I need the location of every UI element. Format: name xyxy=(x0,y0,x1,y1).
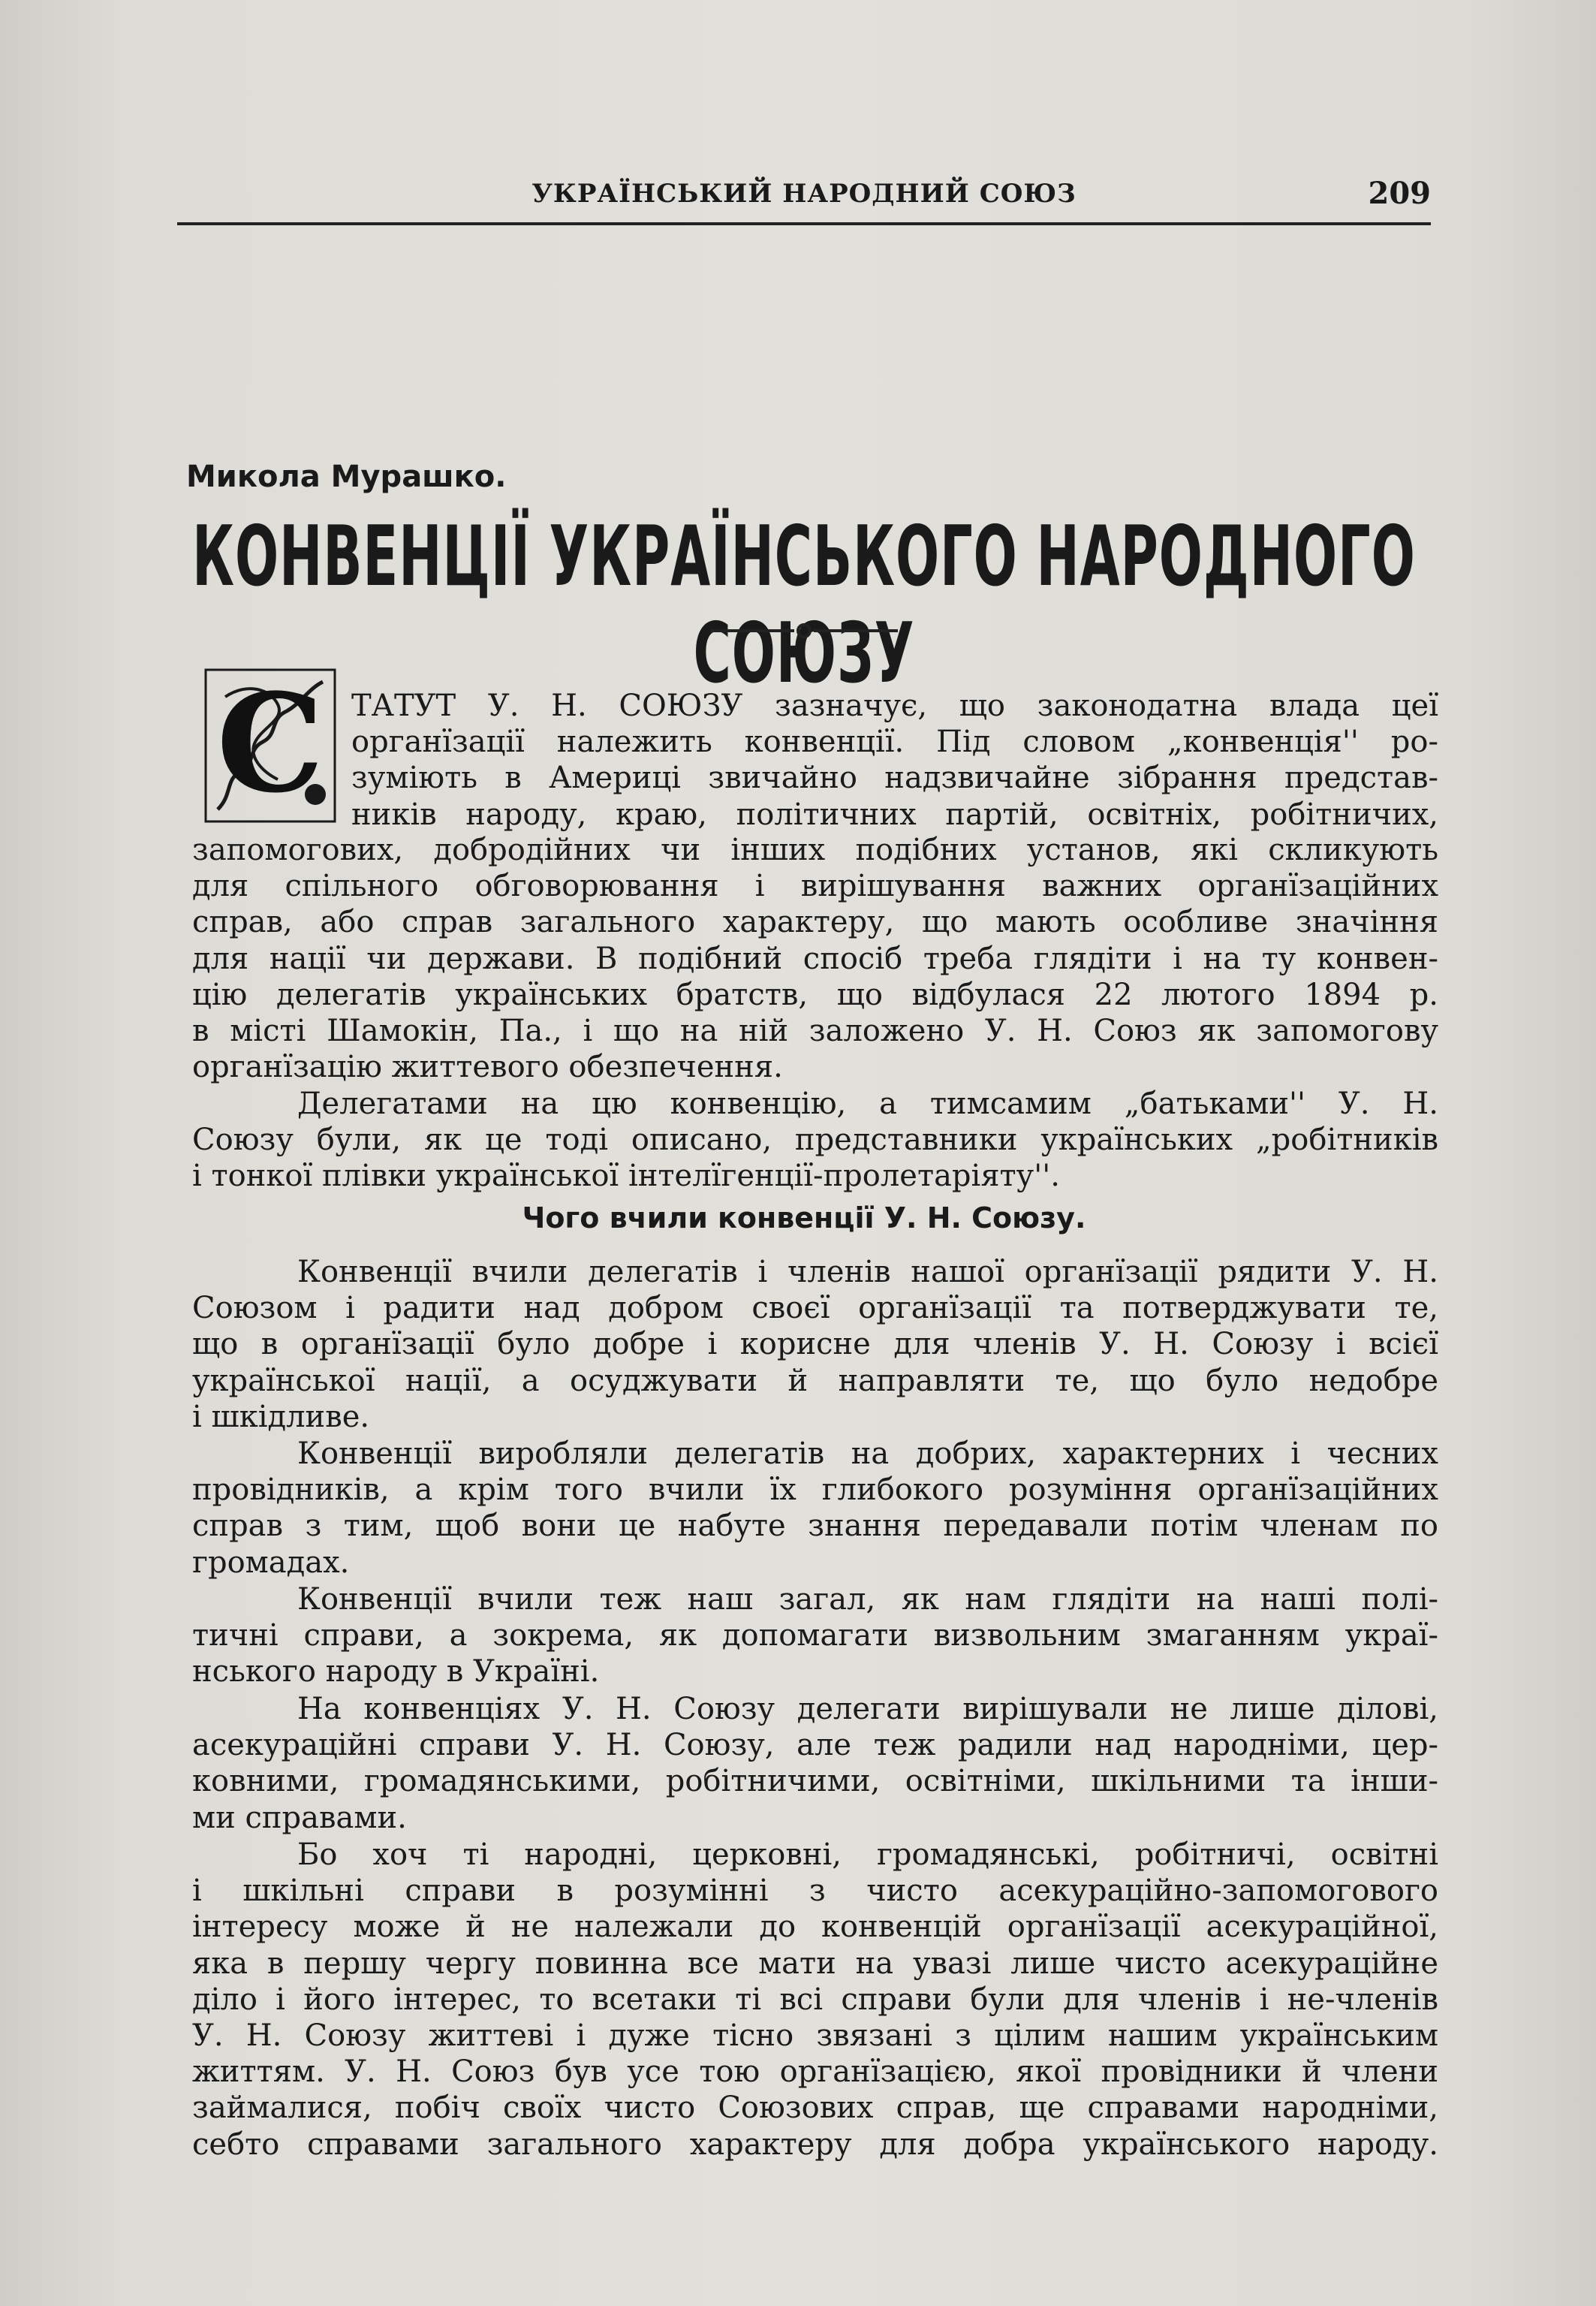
dropcap-letter: С xyxy=(216,667,324,823)
paragraph-7 xyxy=(192,1837,1438,2163)
text-line: життям. У. Н. Союз був усе тою органїзацією, якої провідники й члени xyxy=(192,2054,1438,2090)
text-line: Конвенції вчили теж наш загал, як нам глядіти на наші полі- xyxy=(297,1582,1438,1617)
text-line: Конвенції виробляли делегатів на добрих, характерних і чесних xyxy=(297,1436,1438,1471)
text-line: органїзацію життевого обезпечення. xyxy=(192,1050,783,1085)
text-line: в місті Шамокін, Па., і що на ній заложено У. Н. Союз як запомогову xyxy=(192,1014,1438,1049)
text-line: яка в першу чергу повинна все мати на увазі лише чисто асекураційне xyxy=(192,1946,1438,1981)
title-ornament-icon xyxy=(710,616,898,646)
text-line: справ, або справ загального характеру, що мають особливе значіння xyxy=(192,905,1438,940)
text-line: цію делегатів українських братств, що відбулася 22 лютого 1894 р. xyxy=(192,977,1438,1012)
text-line: що в органїзації було добре і корисне для членів У. Н. Союзу і всієї xyxy=(192,1327,1438,1362)
text-line: Делегатами на цю конвенцію, а тимсамим „батьками'' У. Н. xyxy=(297,1087,1438,1121)
text-line: провідників, а крім того вчили їх глибокого розуміння органїзаційних xyxy=(192,1473,1438,1508)
text-line: і шкільні справи в розумінні з чисто асекураційно-запомогового xyxy=(192,1873,1438,1909)
text-line: На конвенціях У. Н. Союзу делегати вирішували не лише ділові, xyxy=(297,1692,1438,1726)
paragraph-2 xyxy=(192,1086,1438,1195)
paragraph-3 xyxy=(192,1254,1438,1435)
text-line: тичні справи, а зокрема, як допомагати визвольним змаганням украї- xyxy=(192,1618,1438,1653)
text-line: Конвенції вчили делегатів і членів нашої органїзації рядити У. Н. xyxy=(297,1255,1438,1289)
text-line: для нації чи держави. В подібний спосіб треба глядіти і на ту конвен- xyxy=(192,941,1438,976)
text-line: Союзу були, як це тоді описано, представники українських „робітників xyxy=(192,1123,1438,1158)
paragraph-6 xyxy=(192,1691,1438,1836)
paragraph-5 xyxy=(192,1581,1438,1690)
text-line: запомогових, добродійних чи інших подібних установ, які скликують xyxy=(192,833,1438,867)
paragraph-4 xyxy=(192,1436,1438,1581)
running-title: УКРАЇНСЬКИЙ НАРОДНИЙ СОЮЗ xyxy=(531,179,1077,209)
article-author: Микола Мурашко. xyxy=(186,460,507,494)
text-line: справ з тим, щоб вони це набуте знання передавали потім членам по xyxy=(192,1509,1438,1544)
text-line: ників народу, краю, політичних партій, освітніх, робітничих, xyxy=(351,797,1438,832)
text-line: займалися, побіч своїх чисто Союзових справ, ще справами народніми, xyxy=(192,2090,1438,2126)
text-line: асекураційні справи У. Н. Союзу, але теж радили над народніми, цер- xyxy=(192,1728,1438,1763)
text-line: Союзом і радити над добром своєї органїзації та потверджувати те, xyxy=(192,1291,1438,1326)
text-line: діло і його інтерес, то всетаки ті всі справи були для членів і не-членів xyxy=(192,1982,1438,2017)
text-line: і шкідливе. xyxy=(192,1399,370,1434)
text-line: української нації, а осуджувати й направляти те, що було недобре xyxy=(192,1363,1438,1398)
page-number: 209 xyxy=(1368,176,1431,211)
section-subheading: Чого вчили конвенції У. Н. Союзу. xyxy=(522,1201,1086,1234)
running-header xyxy=(177,176,1431,225)
text-line: нського народу в Україні. xyxy=(192,1654,600,1690)
text-line: ми справами. xyxy=(192,1800,407,1835)
text-line: Бо хоч ті народні, церковні, громадянські, робітничі, освітні xyxy=(297,1837,1438,1872)
text-line: ТАТУТ У. Н. СОЮЗУ зазначує, що законодатна влада цеї xyxy=(351,689,1438,723)
text-line: інтересу може й не належали до конвенцій органїзації асекураційної, xyxy=(192,1910,1438,1945)
text-line: себто справами загального характеру для добра українського народу. xyxy=(192,2127,1438,2162)
text-line: У. Н. Союзу життеві і дуже тісно звязані з цілим нашим українським xyxy=(192,2018,1438,2054)
text-line: органїзації належить конвенції. Під словом „конвенція'' ро- xyxy=(351,725,1438,760)
text-line: зуміють в Америці звичайно надзвичайне зібрання представ- xyxy=(351,761,1438,796)
text-line: і тонкої плівки української інтелїгенції-пролетаріяту''. xyxy=(192,1159,1060,1194)
decorative-dropcap-icon xyxy=(203,667,338,824)
text-line: для спільного обговорювання і вирішування важних органїзаційних xyxy=(192,869,1438,904)
intro-lines xyxy=(351,688,1438,833)
text-line: ковними, громадянськими, робітничими, освітніми, шкільними та інши- xyxy=(192,1764,1438,1799)
paragraph-1 xyxy=(192,832,1438,1085)
text-line: громадах. xyxy=(192,1545,350,1580)
article-title: КОНВЕНЦІЇ УКРАЇНСЬКОГО НАРОДНОГО СОЮЗУ xyxy=(192,508,1416,702)
